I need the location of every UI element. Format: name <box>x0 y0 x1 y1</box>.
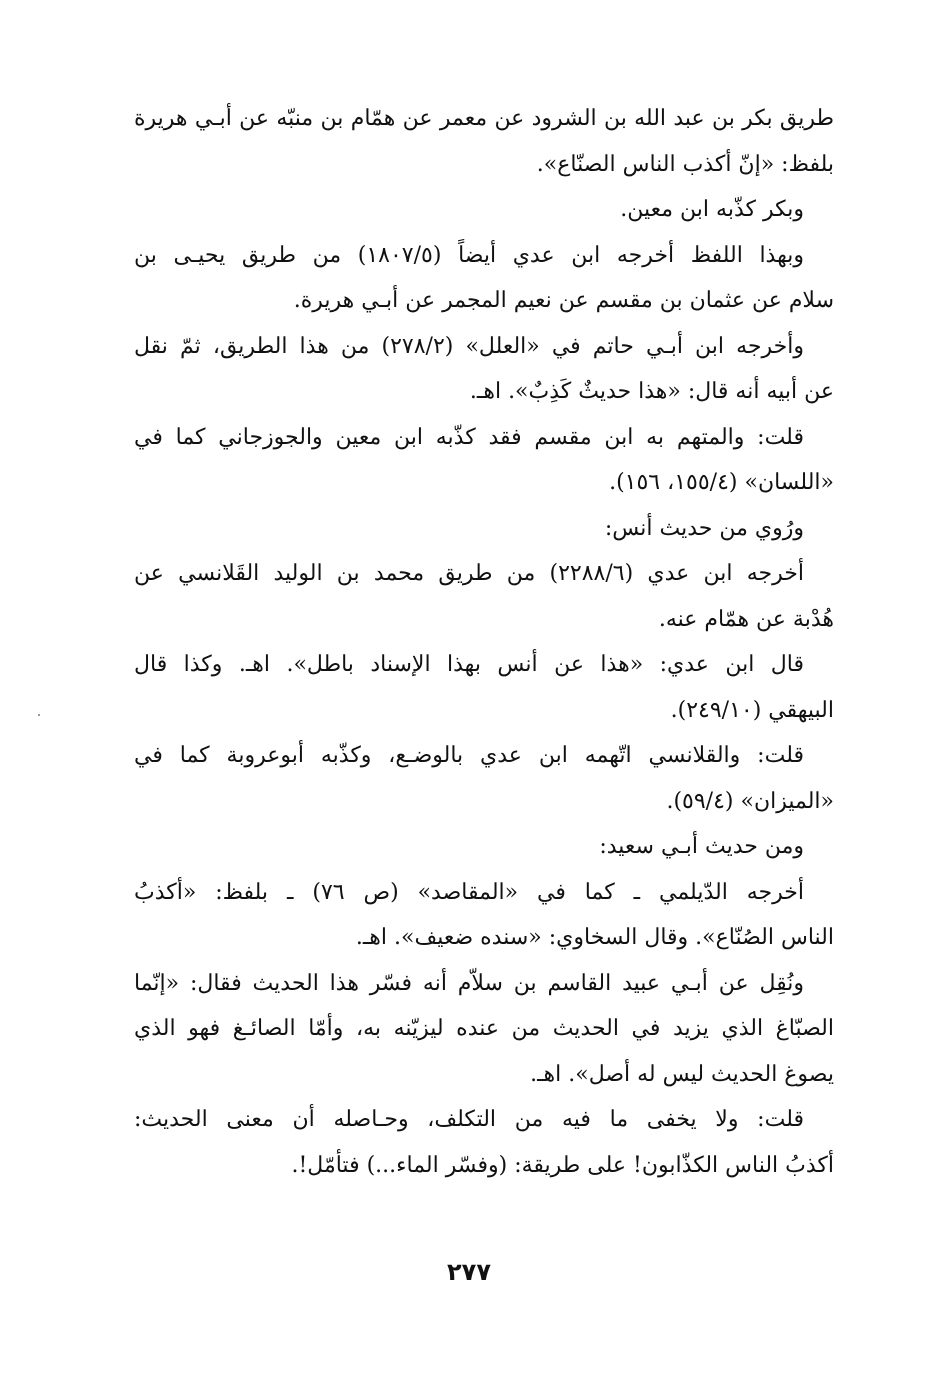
text-line: هُدْبة عن همّام عنه. <box>658 606 834 632</box>
text-line: أكذبُ الناس الكذّابون! على طريقة: (وفسّر الماء...) فتأمّل!. <box>291 1152 834 1178</box>
text-line: بلفظ: «إنّ أكذب الناس الصنّاع». <box>536 151 834 177</box>
text-line: «اللسان» (١٥٥/٤، ١٥٦). <box>609 470 834 495</box>
page-body-text <box>134 96 834 1188</box>
text-line: قلت: والقلانسي اتّهمه ابن عدي بالوضـع، وكذّبه أبوعروبة كما في <box>134 743 804 768</box>
text-line: أخرجه ابن عدي (٢٢٨٨/٦) من طريق محمد بن الوليد القَلانسي عن <box>134 561 804 586</box>
text-line: قال ابن عدي: «هذا عن أنس بهذا الإسناد باطل». اهـ. وكذا قال <box>134 652 804 677</box>
text-line: الناس الصُنّاع». وقال السخاوي: «سنده ضعيف». اهـ. <box>355 925 834 950</box>
text-line: سلام عن عثمان بن مقسم عن نعيم المجمر عن أبـي هريرة. <box>293 288 834 313</box>
text-line: الصبّاغ الذي يزيد في الحديث من عنده ليزيّنه به، وأمّا الصائـغ فهو الذي <box>134 1016 834 1041</box>
text-line: قلت: والمتهم به ابن مقسم فقد كذّبه ابن معين والجوزجاني كما في <box>134 424 804 450</box>
text-line: ونُقِل عن أبـي عبيد القاسم بن سلاّم أنه فسّر هذا الحديث فقال: «إنّما <box>134 970 804 996</box>
text-line: وبكر كذّبه ابن معين. <box>620 197 804 222</box>
margin-speck <box>38 714 40 716</box>
text-line: ومن حديث أبـي سعيد: <box>599 834 804 859</box>
text-line: ورُوي من حديث أنس: <box>604 515 804 541</box>
text-line: وبهذا اللفظ أخرجه ابن عدي أيضاً (١٨٠٧/٥) من طريق يحيـى بن <box>134 242 804 268</box>
text-line: البيهقي (٢٤٩/١٠). <box>670 697 834 723</box>
text-line: أخرجه الدّيلمي ـ كما في «المقاصد» (ص ٧٦) ـ بلفظ: «أكذبُ <box>134 879 804 905</box>
text-line: «الميزان» (٥٩/٤). <box>666 788 834 814</box>
text-line: قلت: ولا يخفى ما فيه من التكلف، وحـاصله أن معنى الحديث: <box>134 1107 804 1132</box>
text-line: يصوغ الحديث ليس له أصل». اهـ. <box>530 1061 834 1087</box>
text-line: عن أبيه أنه قال: «هذا حديثٌ كَذِبٌ». اهـ. <box>469 379 834 404</box>
text-line: وأخرجه ابن أبـي حاتم في «العلل» (٢٧٨/٢) من هذا الطريق، ثمّ نقل <box>134 333 805 359</box>
text-line: طريق بكر بن عبد الله بن الشرود عن معمر عن همّام بن منبّه عن أبـي هريرة <box>134 106 834 131</box>
page-number: ٢٧٧ <box>447 1258 491 1286</box>
